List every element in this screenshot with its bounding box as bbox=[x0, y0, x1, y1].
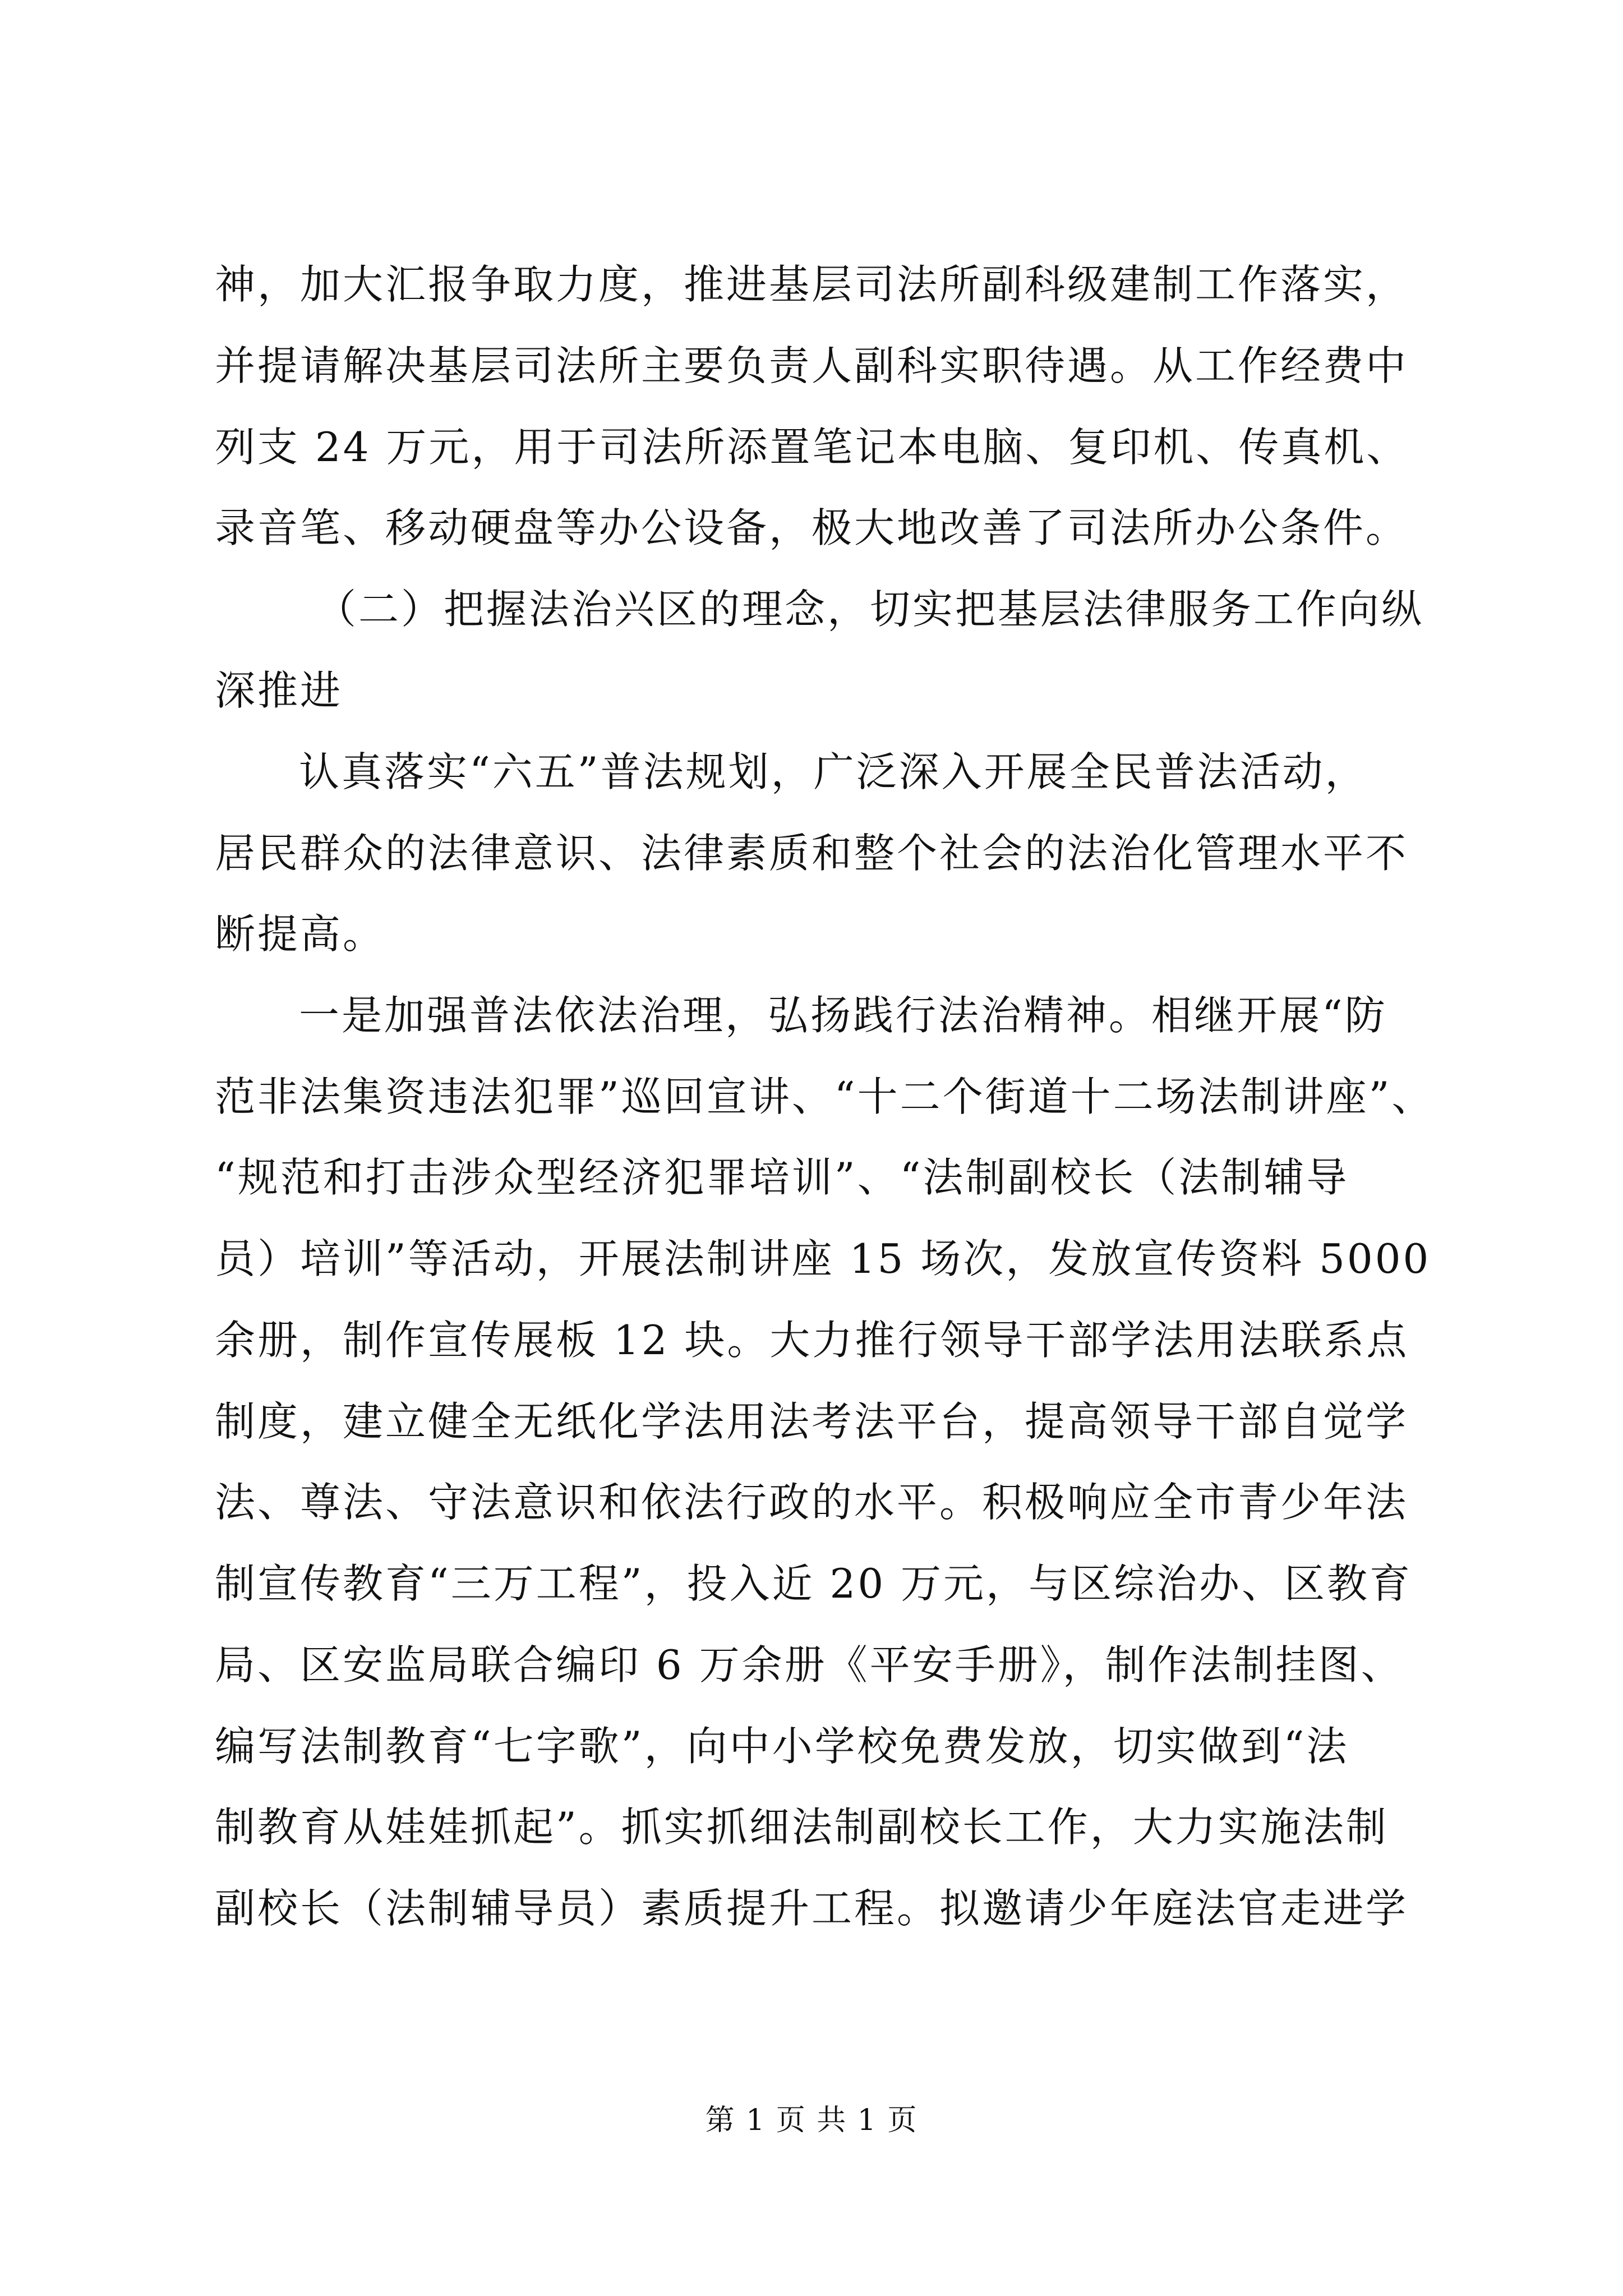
text-line: 神，加大汇报争取力度，推进基层司法所副科级建制工作落实， bbox=[215, 261, 1409, 308]
text-line: 列支 24 万元，用于司法所添置笔记本电脑、复印机、传真机、 bbox=[215, 424, 1409, 471]
text-line: 一是加强普法依法治理，弘扬践行法治精神。相继开展“防 bbox=[299, 992, 1387, 1039]
text-line: 居民群众的法律意识、法律素质和整个社会的法治化管理水平不 bbox=[215, 830, 1409, 877]
section-heading-line: （二）把握法治兴区的理念，切实把基层法律服务工作向纵 bbox=[316, 586, 1424, 633]
text-line: “规范和打击涉众型经济犯罪培训”、“法制副校长（法制辅导 bbox=[215, 1154, 1349, 1201]
text-line: 制度，建立健全无纸化学法用法考法平台，提高领导干部自觉学 bbox=[215, 1398, 1409, 1445]
text-line: 录音笔、移动硬盘等办公设备，极大地改善了司法所办公条件。 bbox=[215, 504, 1409, 551]
text-line: 制宣传教育“三万工程”，投入近 20 万元，与区综治办、区教育 bbox=[215, 1560, 1413, 1607]
text-line: 编写法制教育“七字歌”，向中小学校免费发放，切实做到“法 bbox=[215, 1723, 1349, 1770]
text-line: 副校长（法制辅导员）素质提升工程。拟邀请少年庭法官走进学 bbox=[215, 1885, 1409, 1932]
text-line: 法、尊法、守法意识和依法行政的水平。积极响应全市青少年法 bbox=[215, 1479, 1409, 1526]
text-line: 断提高。 bbox=[215, 910, 386, 958]
text-line: 范非法集资违法犯罪”巡回宣讲、“十二个街道十二场法制讲座”、 bbox=[215, 1073, 1435, 1120]
text-line: 认真落实“六五”普法规划，广泛深入开展全民普法活动， bbox=[299, 748, 1368, 795]
text-line: 员）培训”等活动，开展法制讲座 15 场次，发放宣传资料 5000 bbox=[215, 1235, 1431, 1282]
page-footer: 第 1 页 共 1 页 bbox=[705, 2104, 918, 2137]
text-line: 余册，制作宣传展板 12 块。大力推行领导干部学法用法联系点 bbox=[215, 1317, 1409, 1364]
section-heading-line: 深推进 bbox=[215, 667, 343, 714]
text-line: 局、区安监局联合编印 6 万余册《平安手册》，制作法制挂图、 bbox=[215, 1641, 1404, 1688]
text-line: 并提请解决基层司法所主要负责人副科实职待遇。从工作经费中 bbox=[215, 342, 1409, 389]
text-line: 制教育从娃娃抓起”。抓实抓细法制副校长工作，大力实施法制 bbox=[215, 1803, 1389, 1851]
